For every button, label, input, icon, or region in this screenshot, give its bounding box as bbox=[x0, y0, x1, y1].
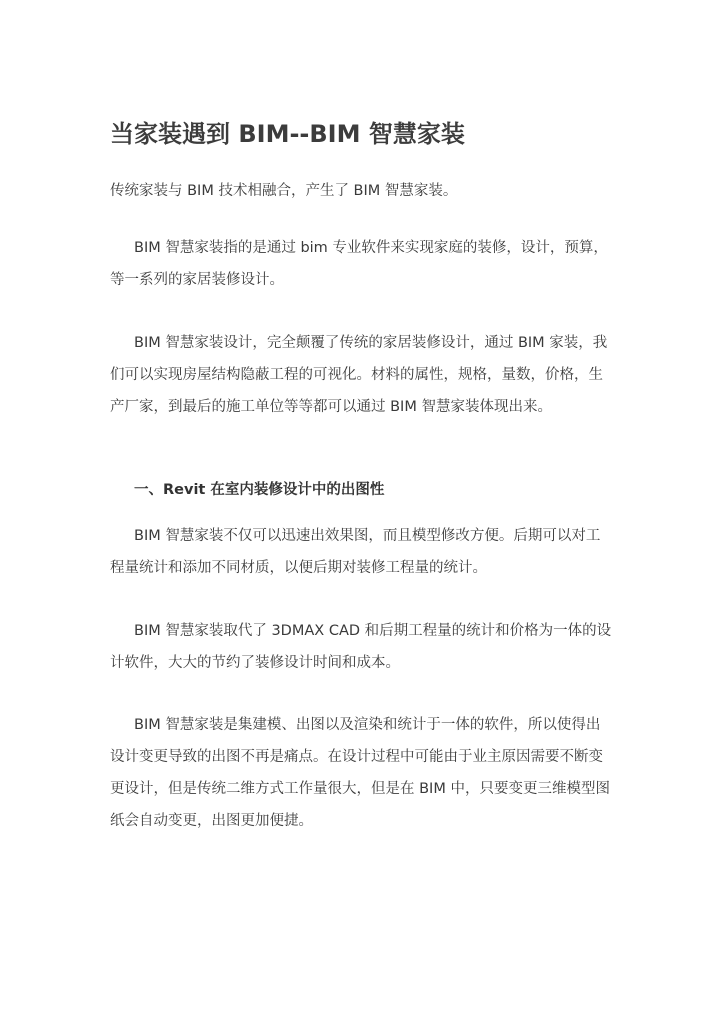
paragraph-line: 传统家装与 BIM 技术相融合，产生了 BIM 智慧家装。 bbox=[110, 183, 458, 199]
paragraph-line: 产厂家，到最后的施工单位等等都可以通过 BIM 智慧家装体现出来。 bbox=[110, 399, 552, 415]
paragraph-line: 更设计，但是传统二维方式工作量很大，但是在 BIM 中，只要变更三维模型图 bbox=[110, 781, 610, 797]
paragraph-replacement bbox=[110, 615, 615, 679]
paragraph-line: 计软件，大大的节约了装修设计时间和成本。 bbox=[110, 655, 400, 671]
paragraph-line: BIM 智慧家装设计，完全颠覆了传统的家居装修设计，通过 BIM 家装，我 bbox=[134, 335, 608, 351]
section-heading: 一、Revit 在室内装修设计中的出图性 bbox=[134, 482, 385, 499]
paragraph-design bbox=[110, 327, 615, 423]
paragraph-line: 程量统计和添加不同材质，以便后期对装修工程量的统计。 bbox=[110, 560, 487, 576]
paragraph-line: 等一系列的家居装修设计。 bbox=[110, 272, 284, 288]
paragraph-integration bbox=[110, 709, 615, 837]
paragraph-line: BIM 智慧家装不仅可以迅速出效果图，而且模型修改方便。后期可以对工 bbox=[134, 528, 601, 544]
paragraph-line: 设计变更导致的出图不再是痛点。在设计过程中可能由于业主原因需要不断变 bbox=[110, 749, 603, 765]
paragraph-intro bbox=[110, 175, 615, 207]
paragraph-line: BIM 智慧家装指的是通过 bim 专业软件来实现家庭的装修，设计，预算， bbox=[134, 240, 608, 256]
paragraph-line: 们可以实现房屋结构隐蔽工程的可视化。材料的属性，规格，量数，价格，生 bbox=[110, 367, 603, 383]
paragraph-line: BIM 智慧家装取代了 3DMAX CAD 和后期工程量的统计和价格为一体的设 bbox=[134, 623, 612, 639]
paragraph-rendering bbox=[110, 520, 615, 584]
paragraph-definition bbox=[110, 232, 615, 296]
paragraph-line: BIM 智慧家装是集建模、出图以及渲染和统计于一体的软件，所以使得出 bbox=[134, 717, 601, 733]
paragraph-line: 纸会自动变更，出图更加便捷。 bbox=[110, 813, 313, 829]
document-title: 当家装遇到 BIM--BIM 智慧家装 bbox=[110, 120, 465, 149]
